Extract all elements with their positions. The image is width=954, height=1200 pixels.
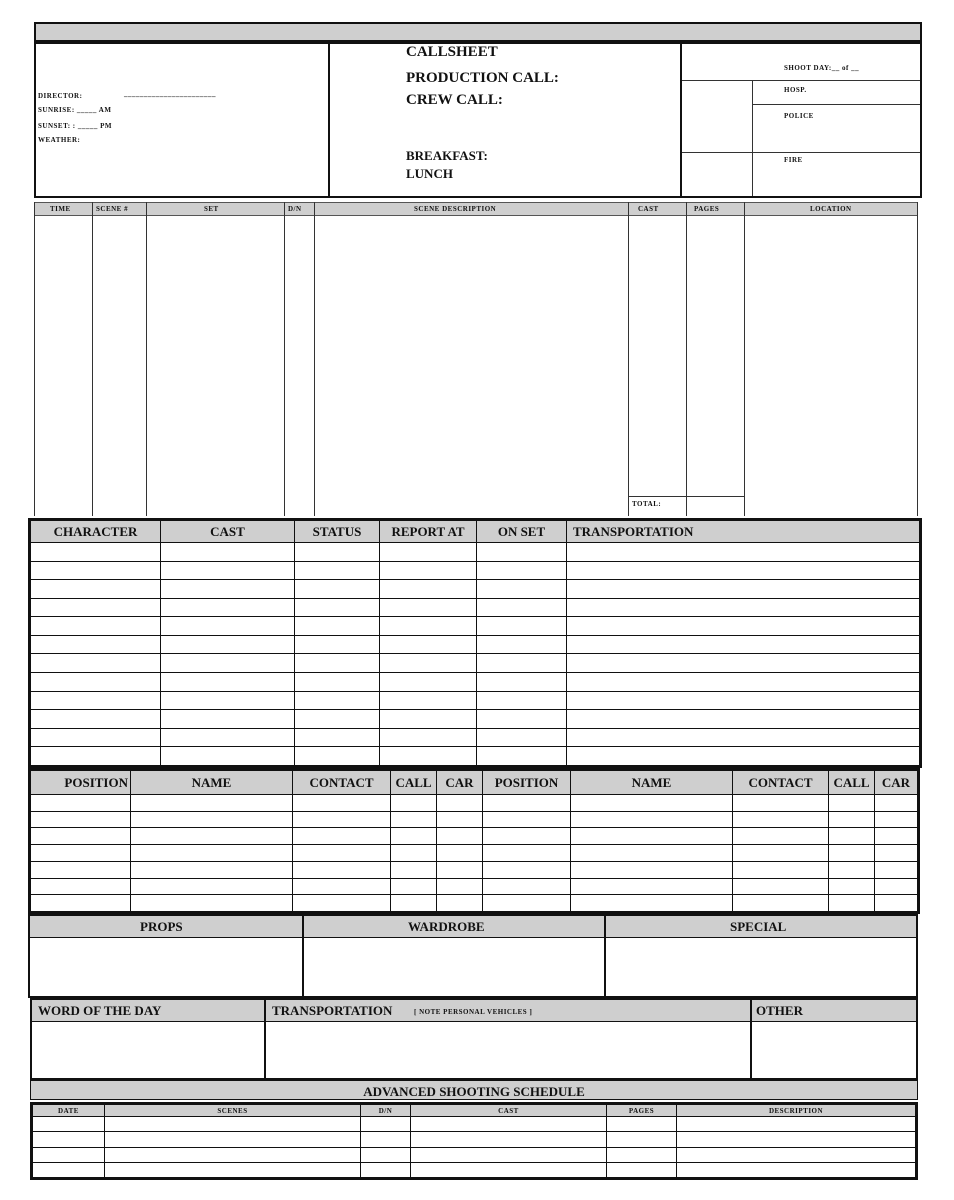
cast-row-cell[interactable] xyxy=(295,728,380,747)
crew-row-cell[interactable] xyxy=(483,861,571,878)
col-location: LOCATION xyxy=(810,205,852,213)
cast-row-cell[interactable] xyxy=(295,691,380,710)
cast-row-cell[interactable] xyxy=(295,598,380,617)
crew-table xyxy=(28,768,920,914)
crew-col-position-1: POSITION xyxy=(31,771,131,795)
hosp-label: HOSP. xyxy=(784,86,807,94)
cast-row-cell[interactable] xyxy=(380,691,477,710)
crew-row-cell[interactable] xyxy=(391,878,437,895)
crew-row-cell[interactable] xyxy=(131,828,293,845)
cast-row-cell[interactable] xyxy=(477,617,567,636)
crew-row-cell[interactable] xyxy=(571,845,733,862)
other-label: OTHER xyxy=(756,1003,803,1018)
crew-row-cell[interactable] xyxy=(293,878,391,895)
advanced-row-cell[interactable] xyxy=(677,1117,916,1132)
crew-row xyxy=(31,828,918,845)
crew-col-name-2: NAME xyxy=(571,771,733,795)
cast-row-cell[interactable] xyxy=(31,617,161,636)
cast-row xyxy=(31,561,920,580)
crew-row-cell[interactable] xyxy=(571,878,733,895)
advanced-row-cell[interactable] xyxy=(361,1132,411,1147)
crew-row-cell[interactable] xyxy=(571,861,733,878)
crew-row-cell[interactable] xyxy=(131,878,293,895)
advanced-row-cell[interactable] xyxy=(607,1117,677,1132)
adv-col-cast: CAST xyxy=(411,1105,607,1117)
crew-row-cell[interactable] xyxy=(293,895,391,912)
cast-row-cell[interactable] xyxy=(380,543,477,562)
cast-row-cell[interactable] xyxy=(380,654,477,673)
cast-row-cell[interactable] xyxy=(477,728,567,747)
crew-col-contact-2: CONTACT xyxy=(733,771,829,795)
cast-row-cell[interactable] xyxy=(31,635,161,654)
crew-row xyxy=(31,878,918,895)
cast-row-cell[interactable] xyxy=(31,580,161,599)
crew-row xyxy=(31,795,918,812)
crew-row-cell[interactable] xyxy=(483,895,571,912)
cast-row-cell[interactable] xyxy=(161,654,295,673)
cast-row-cell[interactable] xyxy=(567,654,920,673)
advanced-row-cell[interactable] xyxy=(105,1162,361,1177)
cast-row-cell[interactable] xyxy=(31,654,161,673)
cast-row-cell[interactable] xyxy=(477,543,567,562)
crew-row-cell[interactable] xyxy=(829,861,875,878)
crew-row-cell[interactable] xyxy=(437,811,483,828)
cast-row-cell[interactable] xyxy=(380,710,477,729)
cast-row-cell[interactable] xyxy=(477,561,567,580)
lunch-label: LUNCH xyxy=(406,166,453,181)
cast-row-cell[interactable] xyxy=(31,710,161,729)
crew-row-cell[interactable] xyxy=(437,795,483,812)
cast-col-cast: CAST xyxy=(161,521,295,543)
cast-row-cell[interactable] xyxy=(295,673,380,692)
crew-row-cell[interactable] xyxy=(391,828,437,845)
cast-row-cell[interactable] xyxy=(31,691,161,710)
cast-row-cell[interactable] xyxy=(295,747,380,766)
adv-col-description: DESCRIPTION xyxy=(677,1105,916,1117)
cast-col-character: CHARACTER xyxy=(31,521,161,543)
advanced-row-cell[interactable] xyxy=(361,1162,411,1177)
crew-row-cell[interactable] xyxy=(829,795,875,812)
adv-col-dn: D/N xyxy=(361,1105,411,1117)
cast-row-cell[interactable] xyxy=(161,543,295,562)
crew-row-cell[interactable] xyxy=(293,861,391,878)
fire-label: FIRE xyxy=(784,156,803,164)
cast-row-cell[interactable] xyxy=(567,673,920,692)
advanced-row-cell[interactable] xyxy=(677,1162,916,1177)
wardrobe-label: WARDROBE xyxy=(408,919,485,934)
crew-row-cell[interactable] xyxy=(131,861,293,878)
crew-row-cell[interactable] xyxy=(31,845,131,862)
cast-row-cell[interactable] xyxy=(477,598,567,617)
cast-row-cell[interactable] xyxy=(295,543,380,562)
sunset-label: SUNSET: : _____ PM xyxy=(38,122,113,130)
advanced-row xyxy=(33,1162,916,1177)
advanced-row-cell[interactable] xyxy=(33,1162,105,1177)
advanced-row-cell[interactable] xyxy=(105,1147,361,1162)
production-call-label: PRODUCTION CALL: xyxy=(406,70,559,86)
word-of-day-label: WORD OF THE DAY xyxy=(38,1003,162,1018)
advanced-row-cell[interactable] xyxy=(33,1117,105,1132)
crew-row-cell[interactable] xyxy=(391,811,437,828)
cast-row-cell[interactable] xyxy=(567,691,920,710)
crew-row-cell[interactable] xyxy=(571,828,733,845)
cast-row-cell[interactable] xyxy=(380,598,477,617)
word-transport-other xyxy=(30,998,918,1080)
cast-row-cell[interactable] xyxy=(567,710,920,729)
col-set: SET xyxy=(204,205,219,213)
breakfast-label: BREAKFAST: xyxy=(406,148,488,163)
crew-row-cell[interactable] xyxy=(31,878,131,895)
header-center-box xyxy=(328,42,682,198)
cast-col-transportation: TRANSPORTATION xyxy=(567,521,920,543)
advanced-row-cell[interactable] xyxy=(607,1162,677,1177)
crew-col-call-1: CALL xyxy=(391,771,437,795)
crew-row-cell[interactable] xyxy=(483,795,571,812)
total-label: TOTAL: xyxy=(632,500,662,508)
col-scene-number: SCENE # xyxy=(96,205,129,213)
crew-row xyxy=(31,845,918,862)
crew-row-cell[interactable] xyxy=(483,878,571,895)
cast-row-cell[interactable] xyxy=(380,673,477,692)
cast-row-cell[interactable] xyxy=(295,580,380,599)
crew-row xyxy=(31,861,918,878)
cast-row xyxy=(31,654,920,673)
crew-col-contact-1: CONTACT xyxy=(293,771,391,795)
cast-row-cell[interactable] xyxy=(567,728,920,747)
crew-row-cell[interactable] xyxy=(875,811,918,828)
cast-row-cell[interactable] xyxy=(295,561,380,580)
crew-col-car-2: CAR xyxy=(875,771,918,795)
cast-table xyxy=(28,518,922,768)
advanced-row-cell[interactable] xyxy=(361,1147,411,1162)
crew-row-cell[interactable] xyxy=(875,845,918,862)
special-label: SPECIAL xyxy=(730,919,787,934)
advanced-row xyxy=(33,1117,916,1132)
crew-row-cell[interactable] xyxy=(875,895,918,912)
advanced-row-cell[interactable] xyxy=(411,1147,607,1162)
cast-row-cell[interactable] xyxy=(567,598,920,617)
cast-row-cell[interactable] xyxy=(31,598,161,617)
crew-row-cell[interactable] xyxy=(733,828,829,845)
advanced-row-cell[interactable] xyxy=(105,1117,361,1132)
cast-row-cell[interactable] xyxy=(380,561,477,580)
crew-row xyxy=(31,811,918,828)
crew-row-cell[interactable] xyxy=(829,845,875,862)
director-line: _______________________ xyxy=(124,90,216,98)
crew-row-cell[interactable] xyxy=(131,811,293,828)
cast-row xyxy=(31,617,920,636)
sunrise-label: SUNRISE: _____ AM xyxy=(38,106,112,114)
crew-row-cell[interactable] xyxy=(875,828,918,845)
crew-row-cell[interactable] xyxy=(391,861,437,878)
crew-row-cell[interactable] xyxy=(571,811,733,828)
crew-row-cell[interactable] xyxy=(875,878,918,895)
col-pages: PAGES xyxy=(694,205,720,213)
cast-row-cell[interactable] xyxy=(31,561,161,580)
col-scene-description: SCENE DESCRIPTION xyxy=(414,205,497,213)
header-left-box xyxy=(34,42,330,198)
cast-row-cell[interactable] xyxy=(477,710,567,729)
advanced-title-bar xyxy=(30,1080,918,1100)
cast-row-cell[interactable] xyxy=(567,561,920,580)
crew-row-cell[interactable] xyxy=(483,828,571,845)
cast-row-cell[interactable] xyxy=(567,747,920,766)
cast-row xyxy=(31,728,920,747)
crew-row-cell[interactable] xyxy=(571,895,733,912)
cast-col-status: STATUS xyxy=(295,521,380,543)
cast-row xyxy=(31,580,920,599)
cast-col-on-set: ON SET xyxy=(477,521,567,543)
crew-row-cell[interactable] xyxy=(437,878,483,895)
advanced-row xyxy=(33,1147,916,1162)
advanced-row-cell[interactable] xyxy=(33,1132,105,1147)
crew-row-cell[interactable] xyxy=(293,845,391,862)
cast-row xyxy=(31,543,920,562)
advanced-row-cell[interactable] xyxy=(607,1132,677,1147)
cast-row-cell[interactable] xyxy=(477,673,567,692)
cast-row xyxy=(31,635,920,654)
cast-row-cell[interactable] xyxy=(161,691,295,710)
cast-row-cell[interactable] xyxy=(161,728,295,747)
transportation-label: TRANSPORTATION xyxy=(272,1003,393,1018)
crew-row-cell[interactable] xyxy=(31,828,131,845)
cast-row-cell[interactable] xyxy=(380,728,477,747)
crew-row-cell[interactable] xyxy=(391,895,437,912)
cast-row-cell[interactable] xyxy=(31,728,161,747)
cast-row-cell[interactable] xyxy=(161,598,295,617)
cast-row-cell[interactable] xyxy=(380,617,477,636)
cast-row xyxy=(31,598,920,617)
cast-row-cell[interactable] xyxy=(161,747,295,766)
cast-row-cell[interactable] xyxy=(567,635,920,654)
advanced-row-cell[interactable] xyxy=(33,1147,105,1162)
crew-row-cell[interactable] xyxy=(437,828,483,845)
crew-row-cell[interactable] xyxy=(293,828,391,845)
advanced-row-cell[interactable] xyxy=(677,1147,916,1162)
crew-row-cell[interactable] xyxy=(733,811,829,828)
crew-row-cell[interactable] xyxy=(391,845,437,862)
advanced-table xyxy=(30,1102,918,1180)
crew-row-cell[interactable] xyxy=(31,811,131,828)
advanced-row-cell[interactable] xyxy=(677,1132,916,1147)
crew-row-cell[interactable] xyxy=(437,861,483,878)
cast-row-cell[interactable] xyxy=(477,654,567,673)
advanced-row xyxy=(33,1132,916,1147)
cast-row xyxy=(31,673,920,692)
cast-row-cell[interactable] xyxy=(380,580,477,599)
cast-row-cell[interactable] xyxy=(161,635,295,654)
cast-row-cell[interactable] xyxy=(567,580,920,599)
crew-row-cell[interactable] xyxy=(483,845,571,862)
cast-row-cell[interactable] xyxy=(295,617,380,636)
cast-row-cell[interactable] xyxy=(161,710,295,729)
advanced-row-cell[interactable] xyxy=(361,1117,411,1132)
adv-col-scenes: SCENES xyxy=(105,1105,361,1117)
cast-row-cell[interactable] xyxy=(31,543,161,562)
col-dn: D/N xyxy=(288,205,302,213)
cast-row-cell[interactable] xyxy=(567,617,920,636)
cast-row-cell[interactable] xyxy=(567,543,920,562)
scenes-table xyxy=(34,202,918,516)
cast-row-cell[interactable] xyxy=(31,673,161,692)
crew-row-cell[interactable] xyxy=(829,828,875,845)
cast-row-cell[interactable] xyxy=(380,747,477,766)
crew-row-cell[interactable] xyxy=(733,795,829,812)
crew-row-cell[interactable] xyxy=(31,795,131,812)
cast-row-cell[interactable] xyxy=(161,617,295,636)
advanced-row-cell[interactable] xyxy=(411,1162,607,1177)
adv-col-pages: PAGES xyxy=(607,1105,677,1117)
crew-col-car-1: CAR xyxy=(437,771,483,795)
crew-row-cell[interactable] xyxy=(391,795,437,812)
crew-row-cell[interactable] xyxy=(875,861,918,878)
cast-row-cell[interactable] xyxy=(31,747,161,766)
cast-row xyxy=(31,691,920,710)
crew-row-cell[interactable] xyxy=(293,795,391,812)
callsheet-title: CALLSHEET xyxy=(406,44,498,60)
crew-row-cell[interactable] xyxy=(571,795,733,812)
crew-row-cell[interactable] xyxy=(733,895,829,912)
adv-col-date: DATE xyxy=(33,1105,105,1117)
crew-row-cell[interactable] xyxy=(131,895,293,912)
cast-row-cell[interactable] xyxy=(295,710,380,729)
cast-row-cell[interactable] xyxy=(161,673,295,692)
crew-call-label: CREW CALL: xyxy=(406,92,503,108)
cast-row-cell[interactable] xyxy=(380,635,477,654)
crew-row-cell[interactable] xyxy=(733,845,829,862)
cast-row-cell[interactable] xyxy=(477,635,567,654)
cast-row-cell[interactable] xyxy=(477,747,567,766)
cast-col-report-at: REPORT AT xyxy=(380,521,477,543)
col-cast: CAST xyxy=(638,205,659,213)
crew-row-cell[interactable] xyxy=(31,895,131,912)
cast-row-cell[interactable] xyxy=(161,580,295,599)
cast-row xyxy=(31,710,920,729)
crew-row-cell[interactable] xyxy=(31,861,131,878)
header-right-box xyxy=(680,42,922,198)
crew-row-cell[interactable] xyxy=(483,811,571,828)
cast-row-cell[interactable] xyxy=(295,635,380,654)
advanced-row-cell[interactable] xyxy=(607,1147,677,1162)
crew-col-call-2: CALL xyxy=(829,771,875,795)
col-time: TIME xyxy=(50,205,71,213)
crew-row-cell[interactable] xyxy=(131,795,293,812)
crew-row xyxy=(31,895,918,912)
crew-row-cell[interactable] xyxy=(829,895,875,912)
advanced-row-cell[interactable] xyxy=(411,1117,607,1132)
crew-col-position-2: POSITION xyxy=(483,771,571,795)
cast-row-cell[interactable] xyxy=(477,580,567,599)
advanced-row-cell[interactable] xyxy=(105,1132,361,1147)
advanced-row-cell[interactable] xyxy=(411,1132,607,1147)
advanced-title: ADVANCED SHOOTING SCHEDULE xyxy=(363,1084,585,1099)
props-wardrobe-special xyxy=(28,914,918,998)
crew-row-cell[interactable] xyxy=(437,895,483,912)
header-title-bar xyxy=(34,22,922,42)
crew-row-cell[interactable] xyxy=(733,861,829,878)
crew-row-cell[interactable] xyxy=(293,811,391,828)
police-label: POLICE xyxy=(784,112,814,120)
weather-label: WEATHER: xyxy=(38,136,81,144)
crew-col-name-1: NAME xyxy=(131,771,293,795)
crew-row-cell[interactable] xyxy=(437,845,483,862)
crew-row-cell[interactable] xyxy=(733,878,829,895)
crew-row-cell[interactable] xyxy=(829,811,875,828)
cast-row-cell[interactable] xyxy=(295,654,380,673)
shoot-day-label: SHOOT DAY:__ of __ xyxy=(784,64,860,72)
transportation-note: [ NOTE PERSONAL VEHICLES ] xyxy=(414,1008,533,1016)
cast-row-cell[interactable] xyxy=(161,561,295,580)
cast-row-cell[interactable] xyxy=(477,691,567,710)
crew-row-cell[interactable] xyxy=(875,795,918,812)
props-label: PROPS xyxy=(140,919,183,934)
cast-row xyxy=(31,747,920,766)
director-label: DIRECTOR: xyxy=(38,92,83,100)
crew-row-cell[interactable] xyxy=(829,878,875,895)
crew-row-cell[interactable] xyxy=(131,845,293,862)
